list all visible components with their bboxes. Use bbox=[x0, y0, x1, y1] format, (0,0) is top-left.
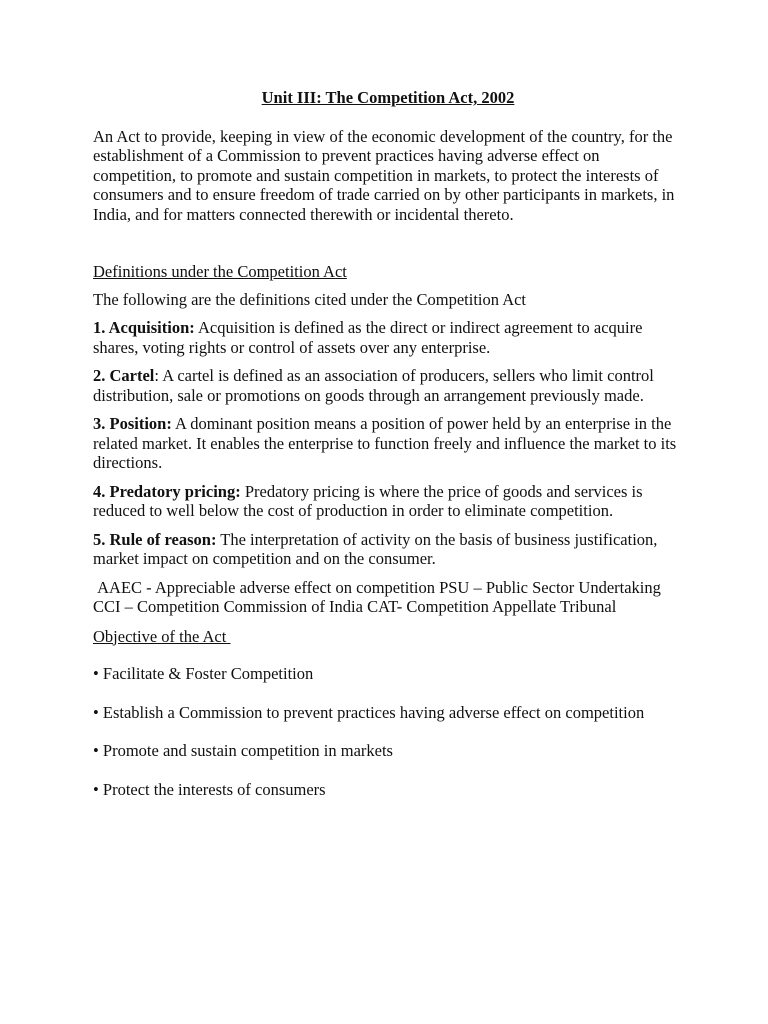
document-title: Unit III: The Competition Act, 2002 bbox=[261, 88, 515, 107]
abbreviations-line-1: AAEC - Appreciable adverse effect on competition PSU – Public Sector Undertaking bbox=[93, 577, 661, 597]
definition-term: 5. Rule of reason: bbox=[93, 529, 217, 549]
definition-text: The interpretation of activity on the basis of business justification, market impact on competition and on the consumer. bbox=[93, 529, 658, 568]
definition-term: 4. Predatory pricing: bbox=[93, 481, 241, 501]
definition-text: : A cartel is defined as an association of producers, sellers who limit control distribution, sale or promotions on goods through an arrangement previously made. bbox=[93, 366, 654, 405]
definition-item-rule-of-reason bbox=[93, 530, 683, 569]
abbreviations-line-2: CCI – Competition Commission of India CAT- Competition Appellate Tribunal bbox=[93, 597, 617, 616]
objective-item: • Establish a Commission to prevent practices having adverse effect on competition bbox=[93, 702, 645, 722]
definition-text: Acquisition is defined as the direct or indirect agreement to acquire shares, voting rights or control of assets over any enterprise. bbox=[93, 318, 643, 357]
abbreviations-block bbox=[93, 578, 683, 617]
intro-paragraph: An Act to provide, keeping in view of the economic development of the country, for the establishment of a Commission to prevent practices having adverse effect on competition, to promote and sustain competition in markets, to protect the interests of consumers and to ensure freedom of trade carried on by other participants in markets, in India, and for matters connected therewith or incidental thereto. bbox=[93, 126, 675, 224]
definition-item-position bbox=[93, 414, 683, 473]
definition-term: 1. Acquisition: bbox=[93, 318, 195, 337]
definition-text: A dominant position means a position of power held by an enterprise in the related market. It enables the enterprise to function freely and influence the market to its directions. bbox=[93, 414, 677, 472]
document-page bbox=[93, 88, 683, 818]
definition-item-cartel bbox=[93, 366, 683, 405]
objective-item: • Facilitate & Foster Competition bbox=[93, 664, 314, 683]
objective-heading: Objective of the Act bbox=[93, 626, 231, 646]
definitions-heading: Definitions under the Competition Act bbox=[93, 262, 347, 281]
definitions-lead: The following are the definitions cited under the Competition Act bbox=[93, 289, 527, 309]
definition-term: 2. Cartel bbox=[93, 366, 155, 385]
objective-item: • Protect the interests of consumers bbox=[93, 779, 326, 799]
definition-text: Predatory pricing is where the price of goods and services is reduced to well below the cost of production in order to eliminate competition. bbox=[93, 481, 643, 520]
objective-item: • Promote and sustain competition in markets bbox=[93, 741, 393, 760]
definition-item-predatory-pricing bbox=[93, 482, 683, 521]
definition-item-acquisition bbox=[93, 318, 683, 357]
definition-term: 3. Position: bbox=[93, 414, 172, 433]
